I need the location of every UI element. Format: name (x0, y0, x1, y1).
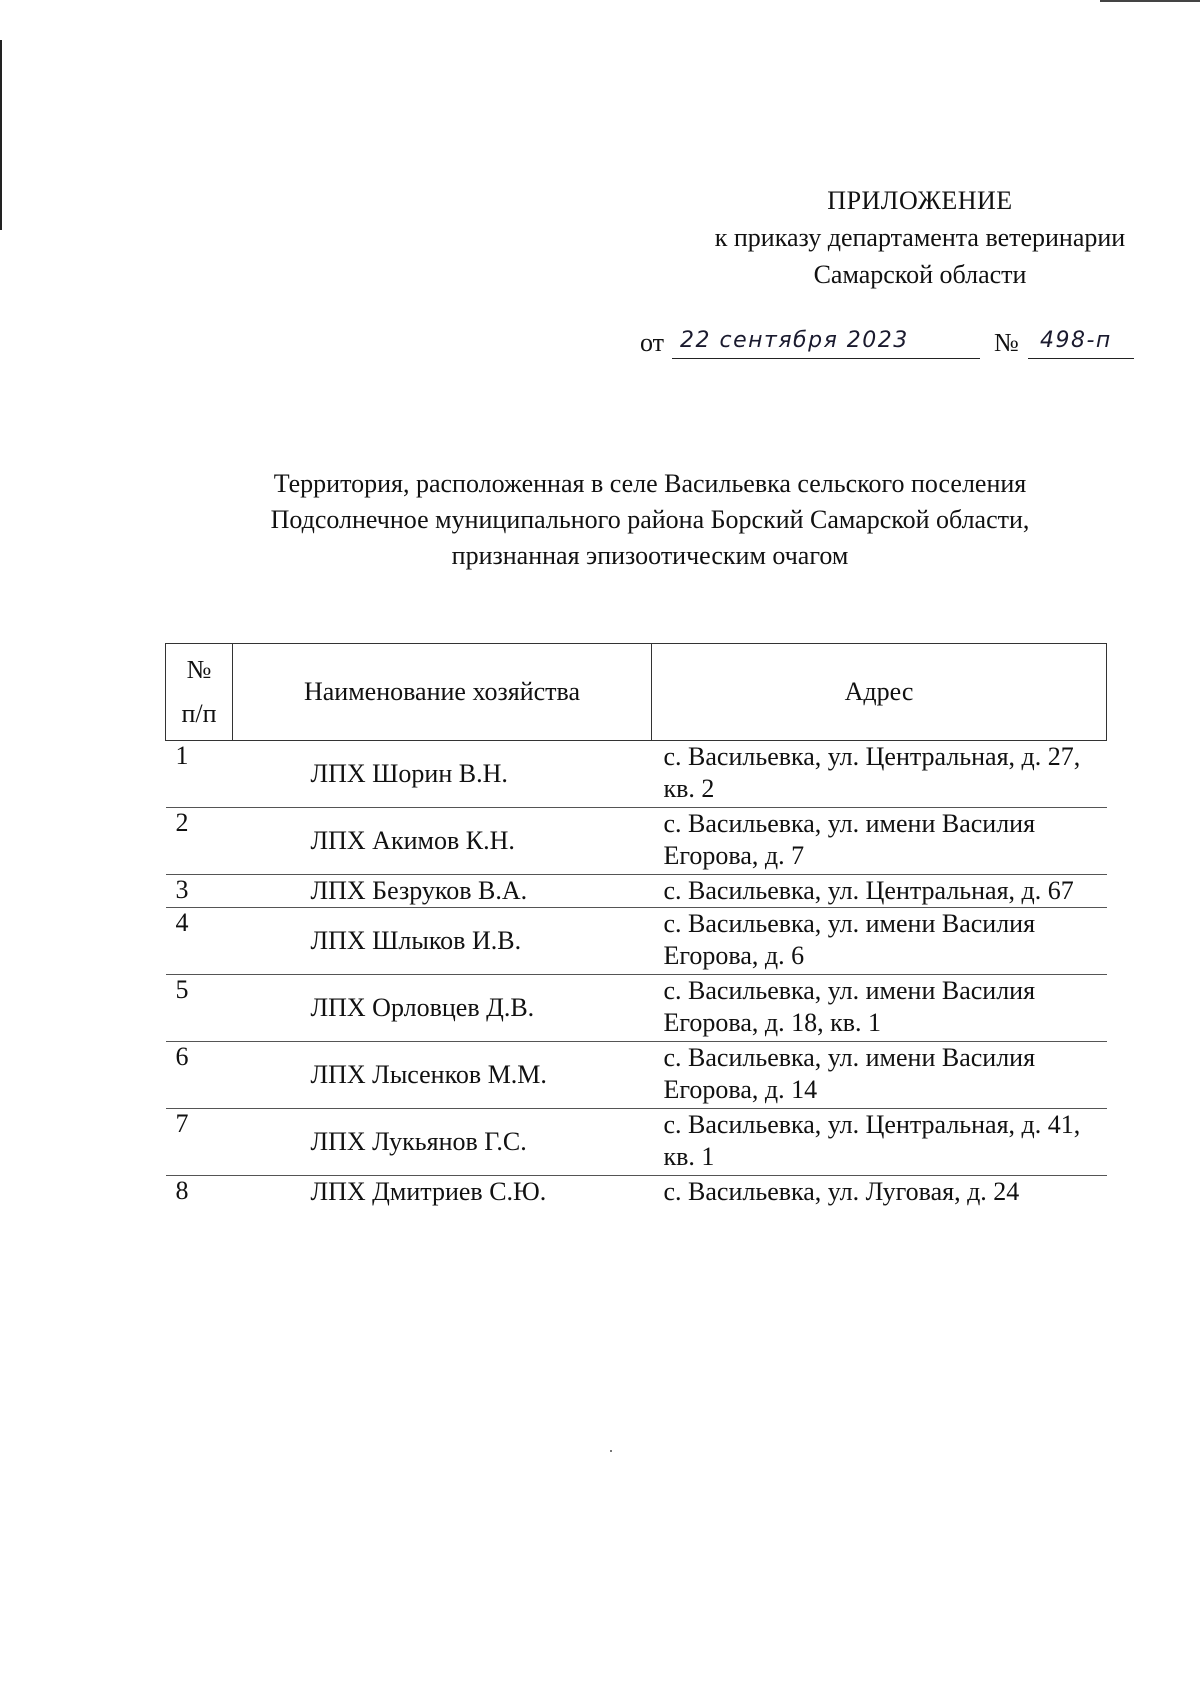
scan-edge-mark (1100, 0, 1200, 2)
farm-address (652, 1109, 1107, 1176)
attachment-subtitle: Самарской области (813, 260, 1027, 289)
farm-name: ЛПХ Безруков В.А. (233, 875, 652, 908)
address-line: с. Васильевка, ул. имени Василия (663, 976, 1036, 1005)
attachment-title: ПРИЛОЖЕНИЕ (827, 186, 1013, 215)
document-title-line: Подсолнечное муниципального района Борский Самарской области, (270, 505, 1030, 534)
order-date-label: от (640, 328, 665, 357)
document-title (160, 466, 1140, 574)
row-number: 4 (166, 908, 233, 975)
farm-address (652, 908, 1107, 975)
column-header-name: Наименование хозяйства (233, 644, 652, 741)
farm-address (652, 975, 1107, 1042)
address-line: Егорова, д. 14 (663, 1075, 818, 1104)
address-line: с. Васильевка, ул. Центральная, д. 41, (663, 1110, 1081, 1139)
document-title-line: Территория, расположенная в селе Васильевка сельского поселения (273, 469, 1027, 498)
column-header-address: Адрес (652, 644, 1107, 741)
farm-address (652, 875, 1107, 908)
row-number: 2 (166, 808, 233, 875)
scan-edge-mark (0, 40, 2, 230)
address-line: с. Васильевка, ул. Луговая, д. 24 (663, 1177, 1020, 1206)
table-row (166, 1109, 1107, 1176)
table-row (166, 1176, 1107, 1209)
address-line: Егорова, д. 18, кв. 1 (663, 1008, 882, 1037)
table-row (166, 908, 1107, 975)
table-row (166, 808, 1107, 875)
address-line: Егорова, д. 6 (663, 941, 805, 970)
address-line: с. Васильевка, ул. Центральная, д. 67 (663, 876, 1074, 905)
farm-table (165, 643, 1107, 1208)
table-row (166, 741, 1107, 808)
address-line: с. Васильевка, ул. Центральная, д. 27, (663, 742, 1081, 771)
address-line: кв. 1 (663, 1142, 715, 1171)
row-number: 6 (166, 1042, 233, 1109)
column-header-number-abbr: п/п (181, 699, 217, 728)
table-row (166, 1042, 1107, 1109)
column-header-number-symbol: № (186, 655, 212, 684)
row-number: 3 (166, 875, 233, 908)
table-header-row (166, 644, 1107, 741)
table-row (166, 975, 1107, 1042)
farm-address (652, 1042, 1107, 1109)
attachment-subtitle: к приказу департамента ветеринарии (714, 223, 1126, 252)
scan-speck (610, 1450, 612, 1452)
row-number: 1 (166, 741, 233, 808)
farm-address (652, 808, 1107, 875)
order-number-handwritten: 498-п (1028, 328, 1134, 359)
address-line: кв. 2 (663, 774, 715, 803)
attachment-header (620, 182, 1200, 293)
address-line: Егорова, д. 7 (663, 841, 805, 870)
row-number: 8 (175, 1176, 189, 1205)
farm-name: ЛПХ Лысенков М.М. (233, 1042, 652, 1109)
row-number: 7 (166, 1109, 233, 1176)
order-date-handwritten: 22 сентября 2023 (672, 328, 980, 359)
farm-name: ЛПХ Дмитриев С.Ю. (310, 1177, 547, 1206)
document-title-line: признанная эпизоотическим очагом (451, 541, 849, 570)
farm-address (652, 1176, 1107, 1209)
farm-name: ЛПХ Лукьянов Г.С. (233, 1109, 652, 1176)
farm-address (652, 741, 1107, 808)
row-number: 5 (166, 975, 233, 1042)
table-row (166, 875, 1107, 908)
farm-name: ЛПХ Шорин В.Н. (233, 741, 652, 808)
address-line: с. Васильевка, ул. имени Василия (663, 1043, 1036, 1072)
column-header-number (166, 644, 233, 741)
order-number-label: № (994, 328, 1019, 357)
farm-name: ЛПХ Шлыков И.В. (233, 908, 652, 975)
address-line: с. Васильевка, ул. имени Василия (663, 909, 1036, 938)
farm-name: ЛПХ Орловцев Д.В. (233, 975, 652, 1042)
farm-name: ЛПХ Акимов К.Н. (233, 808, 652, 875)
address-line: с. Васильевка, ул. имени Василия (663, 809, 1036, 838)
